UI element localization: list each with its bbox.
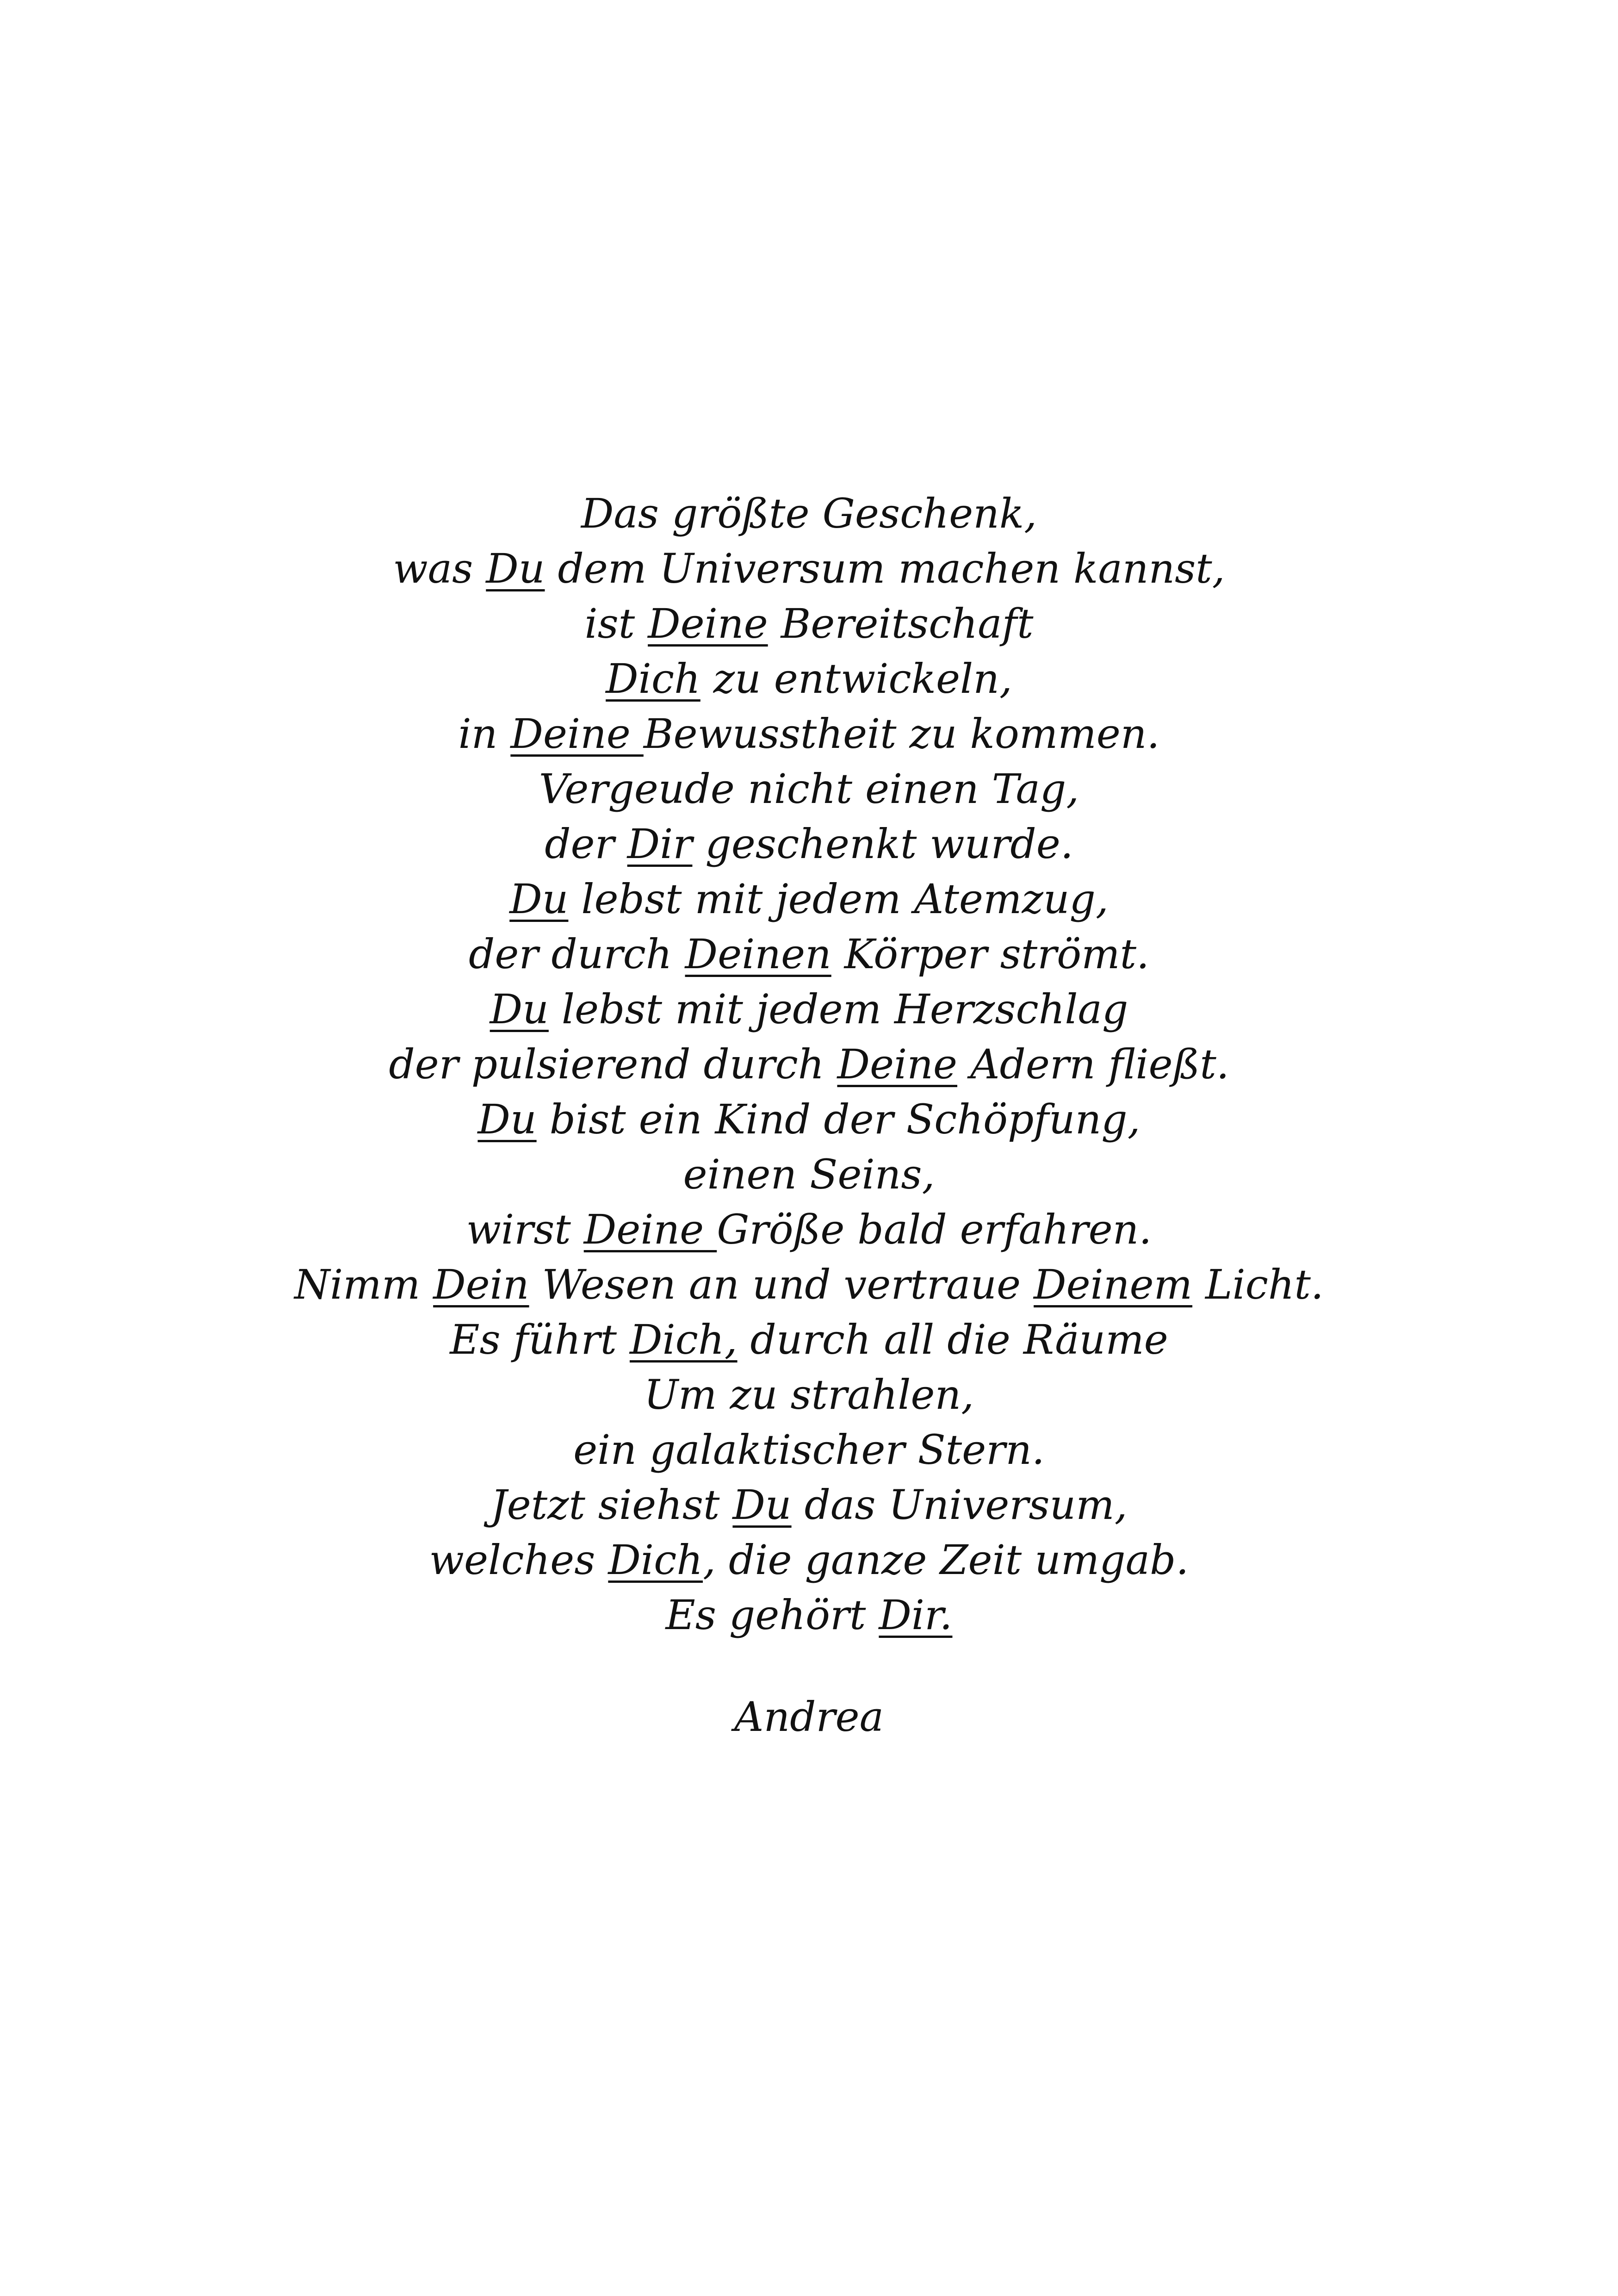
line-text: der durch (469, 930, 685, 978)
line-text: ein galaktischer Stern. (573, 1426, 1045, 1474)
line-text: , die ganze Zeit umgab. (703, 1536, 1189, 1584)
poem-line (0, 1587, 1618, 1643)
underlined-word: Du (509, 875, 569, 923)
underlined-word: Dich (608, 1536, 703, 1584)
line-text: wirst (466, 1206, 584, 1253)
poem-line (0, 1257, 1618, 1312)
line-text: bist ein Kind der Schöpfung, (536, 1095, 1141, 1143)
line-text: Es gehört (665, 1591, 879, 1639)
underlined-word: Dein (433, 1261, 529, 1308)
line-text: Bewusstheit zu kommen. (643, 710, 1160, 758)
line-text: durch all die Räume (737, 1316, 1168, 1363)
poem-line (0, 1422, 1618, 1477)
line-text: lebst mit jedem Herzschlag (548, 985, 1128, 1033)
poem-line (0, 541, 1618, 596)
poem-line (0, 706, 1618, 761)
line-text: Um zu strahlen, (644, 1371, 974, 1419)
poem-line (0, 1147, 1618, 1202)
underlined-word: Du (490, 985, 549, 1033)
line-text: Es führt (450, 1316, 630, 1363)
line-text: dem Universum machen kannst, (545, 545, 1225, 592)
poem-line (0, 651, 1618, 706)
line-text: das Universum, (791, 1481, 1128, 1529)
poem-line (0, 1532, 1618, 1587)
line-text: Das größte Geschenk, (581, 490, 1037, 537)
line-text: einen Seins, (683, 1151, 935, 1198)
line-text: ist (584, 600, 648, 647)
line-text: geschenkt wurde. (692, 820, 1073, 868)
underlined-word: Deine (648, 600, 768, 647)
poem-line (0, 486, 1618, 541)
line-text: Bereitschaft (768, 600, 1034, 647)
underlined-word: Deinen (685, 930, 831, 978)
line-text: Jetzt siehst (490, 1481, 733, 1529)
line-text: Wesen an und vertraue (529, 1261, 1034, 1308)
line-text: welches (429, 1536, 608, 1584)
poem-line (0, 1477, 1618, 1532)
underlined-word: Du (732, 1481, 792, 1529)
underlined-word: Deine (837, 1040, 957, 1088)
underlined-word: Deine (510, 710, 644, 758)
poem-line (0, 1367, 1618, 1422)
underlined-word: Deine (583, 1206, 717, 1253)
line-text: lebst mit jedem Atemzug, (568, 875, 1109, 923)
poem-line (0, 871, 1618, 927)
line-text: Körper strömt. (831, 930, 1149, 978)
underlined-word: Dich (606, 655, 701, 703)
underlined-word: Dich, (629, 1316, 738, 1363)
poem-line (0, 1312, 1618, 1367)
poem-line (0, 761, 1618, 816)
underlined-word: Du (486, 545, 545, 592)
poem-line (0, 816, 1618, 871)
signature: Andrea (734, 1693, 884, 1741)
poem-line (0, 982, 1618, 1037)
poem-line (0, 1037, 1618, 1092)
line-text: Adern fließt. (957, 1040, 1229, 1088)
line-text: Licht. (1192, 1261, 1324, 1308)
line-text: der (545, 820, 627, 868)
poem-line (0, 596, 1618, 651)
line-text: was (393, 545, 486, 592)
line-text: Vergeude nicht einen Tag, (539, 765, 1079, 813)
poem-line (0, 927, 1618, 982)
poem (0, 486, 1618, 1643)
underlined-word: Deinem (1034, 1261, 1193, 1308)
line-text: der pulsierend durch (389, 1040, 837, 1088)
line-text: Nimm (294, 1261, 434, 1308)
line-text: in (458, 710, 511, 758)
underlined-word: Dir. (879, 1591, 953, 1639)
line-text: zu entwickeln, (700, 655, 1012, 703)
underlined-word: Du (477, 1095, 537, 1143)
line-text: Größe bald erfahren. (717, 1206, 1152, 1253)
poem-line (0, 1092, 1618, 1147)
poem-line (0, 1202, 1618, 1257)
underlined-word: Dir (627, 820, 693, 868)
